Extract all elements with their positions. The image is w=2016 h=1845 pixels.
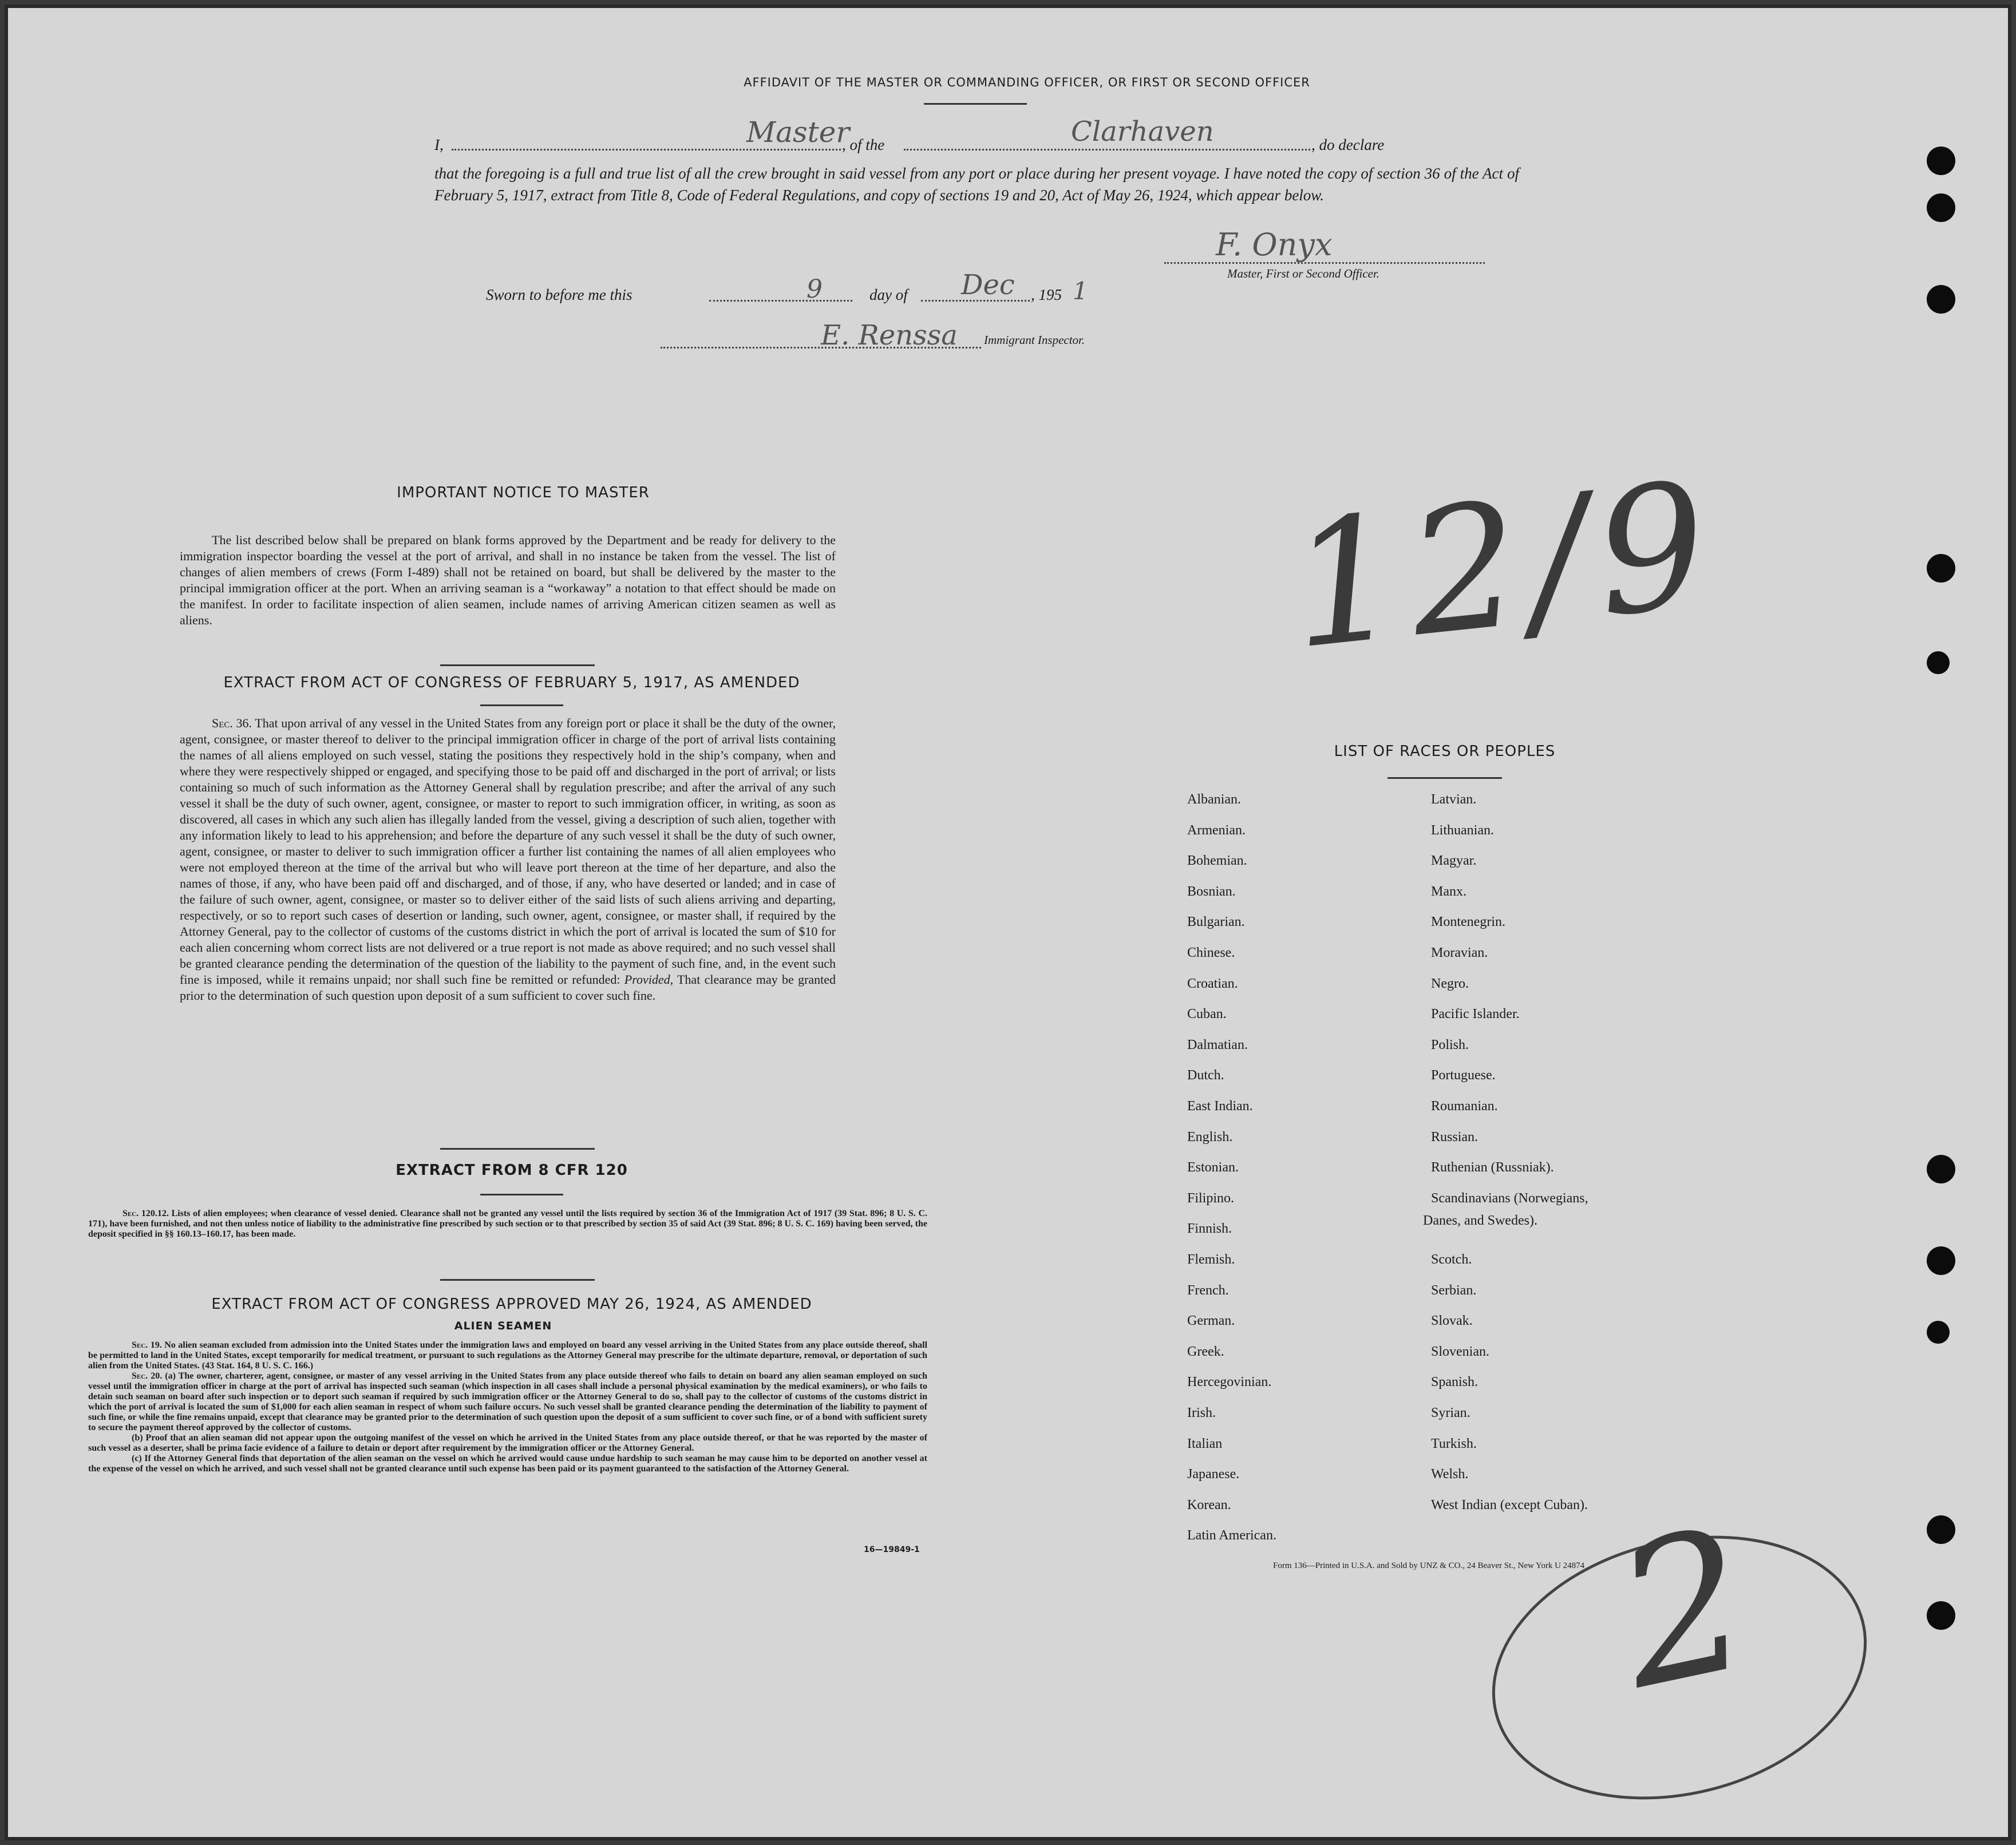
race-item: East Indian. xyxy=(1187,1099,1253,1114)
sec-36-text: That upon arrival of any vessel in the United States from any foreign port or place it shall be the duty of the owner, agent, consignee, or master thereof to deliver to the principal immigration officer in charge of the port of arrival lists containing the names of all aliens employed on such vessel, stating the positions they respectively hold in the ship’s company, when and where they were respectively shipped or engaged, and specifying those to be paid off and discharged in the port of arrival; or lists containing so much of such information as the Attorney General shall by regulation prescribe; and after the arrival of any such vessel it shall be the duty of such owner, agent, consignee, or master to report to such immigration officer, in writing, as soon as discovered, all cases in which any such alien has illegally landed from the vessel, giving a description of such alien, together with any information likely to lead to his apprehension; and before the departure of any such vessel it shall be the duty of such owner, agent, consignee, or master to deliver to such immigration officer a further list containing the names of all alien employees who were not employed thereon at the time of the arrival but who will leave port thereon at the time of her departure, and also the names of those, if any, who have been paid off and discharged, and of those, if any, who have deserted or landed; and in case of the failure of such owner, agent, consignee, or master so to deliver either of the said lists of such aliens arriving and departing, respectively, or so to report such cases of desertion or landing, such owner, agent, consignee, or master shall, if required by the Attorney General, pay to the collector of customs of the customs district in which the port of arrival is located the sum of $10 for each alien concerning whom correct lists are not delivered or a true report is not made as above required; and no such vessel shall be granted clearance pending the determination of the question of the liability to the payment of such fine, and, in the event such fine is imposed, while it remains unpaid; nor shall such fine be remitted or refunded: xyxy=(180,716,836,987)
title-rule xyxy=(924,103,1027,105)
race-item: Slovak. xyxy=(1431,1313,1473,1328)
sec-120-text: Lists of alien employees; when clearance of vessel denied. Clearance shall not be granted any vessel until the lists required by section 36 of the Immigration Act of 1917 (39 Stat. 896; 8 U. S. C. 171), have been furnished, and not then unless notice of liability to the administrative fine prescribed by such section or to that prescribed by section 35 of said Act (39 Stat. 896; 8 U. S. C. 169) having been served, the deposit specified in §§ 160.13–160.17, has been made. xyxy=(88,1209,928,1239)
race-item: Latin American. xyxy=(1187,1528,1276,1543)
of-the-text: , of the xyxy=(842,136,885,153)
rule-cfr-top xyxy=(440,1148,595,1150)
race-item: Ruthenian (Russniak). xyxy=(1431,1160,1554,1175)
rule-1917-bottom xyxy=(480,704,563,706)
affidavit-body: that the foregoing is a full and true list of all the crew brought in said vessel from any port or place during her present voyage. I have noted the copy of section 36 of the Act of February 5, 1917, extract from Title 8, Code of Federal Regulations, and copy of sections 19 and 20, Act of May 26, 1924, which appear below. xyxy=(434,165,1519,204)
race-item: Albanian. xyxy=(1187,792,1241,807)
form-code: 16—19849-1 xyxy=(864,1545,920,1554)
sworn-line xyxy=(486,269,1230,309)
race-item: Spanish. xyxy=(1431,1375,1479,1389)
race-item: Welsh. xyxy=(1431,1467,1469,1482)
race-item: Croatian. xyxy=(1187,976,1238,991)
scandinavians-continuation: Danes, and Swedes). xyxy=(1423,1213,1537,1228)
handwritten-signature: F. Onyx xyxy=(1216,227,1333,263)
race-item: Dalmatian. xyxy=(1187,1038,1248,1052)
day-of-text: day of xyxy=(869,286,908,303)
declarant-prefix: I, xyxy=(434,136,444,153)
race-item: French. xyxy=(1187,1283,1229,1298)
sec-20b-paragraph: (b) Proof that an alien seaman did not appear upon the outgoing manifest of the vessel on which he arrived in the United States from any place outside thereof, or that he was reported by the master of such vessel as a deserter, shall be prima facie evidence of a failure to detain or deport after requirement by the immigration officer or the Attorney General. xyxy=(88,1433,927,1453)
race-item: German. xyxy=(1187,1313,1235,1328)
sec-20a-paragraph xyxy=(88,1371,927,1433)
extract-1917-body xyxy=(180,715,836,1004)
race-item: Polish. xyxy=(1431,1038,1469,1052)
proviso-text: That clearance may be granted prior to the determination of such question upon deposit of a sum sufficient to cover such fine. xyxy=(180,972,836,1003)
race-item: Syrian. xyxy=(1431,1405,1471,1420)
cfr-title: EXTRACT FROM 8 CFR 120 xyxy=(396,1162,628,1179)
sec-20-label: Sec. 20. xyxy=(132,1371,163,1381)
race-item: Japanese. xyxy=(1187,1467,1240,1482)
race-item: Manx. xyxy=(1431,884,1466,899)
race-item: Negro. xyxy=(1431,976,1469,991)
document-page xyxy=(5,5,2011,1840)
binder-hole-2 xyxy=(1927,193,1955,222)
race-item: Lithuanian. xyxy=(1431,823,1494,838)
role-blank xyxy=(452,149,841,151)
binder-hole-8 xyxy=(1927,1321,1950,1344)
extract-1917-title: EXTRACT FROM ACT OF CONGRESS OF FEBRUARY 5, 1917, AS AMENDED xyxy=(223,674,800,691)
sec-120-label: Sec. 120.12. xyxy=(122,1209,169,1218)
race-item: Korean. xyxy=(1187,1498,1231,1513)
sec-20c-paragraph: (c) If the Attorney General finds that deportation of the alien seaman on the vessel on which he arrived would cause undue hardship to such seaman he may cause him to be deported on another vessel at the expense of the vessel on which he arrived, and such vessel shall not be granted clearance until such expense has been paid or its payment guaranteed to the satisfaction of the Attorney General. xyxy=(88,1454,927,1474)
handwritten-vessel: Clarhaven xyxy=(1071,116,1214,148)
handwritten-inspector: E. Renssa xyxy=(821,319,958,351)
race-item: Italian xyxy=(1187,1436,1223,1451)
race-item: Montenegrin. xyxy=(1431,914,1505,929)
handwritten-year: 1 xyxy=(1073,277,1088,305)
printer-footer: Form 136—Printed in U.S.A. and Sold by UNZ & CO., 24 Beaver St., New York U 24874 xyxy=(1273,1561,1585,1570)
notice-body: The list described below shall be prepared on blank forms approved by the Department and be ready for delivery to the immigration inspector boarding the vessel at the port of arrival, and shall in no instance be taken from the vessel. The list of changes of alien members of crews (Form I-489) shall not be retained on board, but shall be delivered by the master to the principal immigration officer at the port. When an arriving seaman is a “workaway” a notation to that effect should be made on the manifest. In order to facilitate inspection of alien seamen, include names of arriving American citizen seamen as well as aliens. xyxy=(180,533,836,627)
vessel-blank xyxy=(904,149,1310,151)
binder-hole-9 xyxy=(1927,1515,1955,1544)
races-title: LIST OF RACES OR PEOPLES xyxy=(1334,743,1556,760)
race-item: Bosnian. xyxy=(1187,884,1236,899)
binder-hole-4 xyxy=(1927,554,1955,583)
race-item: Russian. xyxy=(1431,1130,1479,1145)
alien-seamen-subtitle: ALIEN SEAMEN xyxy=(454,1320,552,1332)
sec-20a-text: (a) The owner, charterer, agent, consignee, or master of any vessel arriving in the United States from any place outside thereof who fails to detain on board any alien seaman employed on such vessel until the immigration officer in charge at the port of arrival has inspected such seaman (which inspection in all cases shall include a personal physical examination by the medical examiners), or who fails to detain such seaman on board after such inspection or to deport such seaman if required by such immigration officer or the Attorney General to do so, shall pay to the collector of customs of the customs district in which the port of arrival is located the sum of $1,000 for each alien seaman in respect of whom such failure occurs. No such vessel shall be granted clearance pending the determination of the liability to payment of such fine, or while the fine remains unpaid, except that clearance may be granted prior to the determination of such question upon the deposit of a sum sufficient to cover such fine, or of a bond with sufficient surety to secure the payment thereof approved by the collector of customs. xyxy=(88,1371,927,1432)
sworn-prefix: Sworn to before me this xyxy=(486,286,633,303)
race-item: Hercegovinian. xyxy=(1187,1375,1272,1389)
race-item: Portuguese. xyxy=(1431,1068,1496,1083)
sec-19-label: Sec. 19. xyxy=(132,1340,162,1350)
race-item: Scandinavians (Norwegians, xyxy=(1431,1191,1588,1206)
race-item: Irish. xyxy=(1187,1405,1216,1420)
race-item: West Indian (except Cuban). xyxy=(1431,1498,1588,1513)
handwritten-day: 9 xyxy=(807,275,823,304)
race-item: Magyar. xyxy=(1431,853,1477,868)
rule-cfr-bottom xyxy=(480,1194,563,1195)
race-item: Latvian. xyxy=(1431,792,1477,807)
race-item: Turkish. xyxy=(1431,1436,1477,1451)
sec-19-text: No alien seaman excluded from admission into the United States under the immigration laws and employed on board any vessel arriving in the United States from any place outside thereof, shall be permitted to land in the United States, except temporarily for medical treatment, or pursuant to such regulations as the Attorney General may prescribe for the ultimate departure, removal, or deportation of such alien from the United States. (43 Stat. 164, 8 U. S. C. 166.) xyxy=(88,1340,928,1371)
day-blank xyxy=(709,300,852,302)
race-item: Dutch. xyxy=(1187,1068,1224,1083)
race-item: Slovenian. xyxy=(1431,1344,1489,1359)
race-item: Flemish. xyxy=(1187,1252,1235,1267)
race-item: Greek. xyxy=(1187,1344,1224,1359)
race-item: Serbian. xyxy=(1431,1283,1477,1298)
signature-caption: Master, First or Second Officer. xyxy=(1227,267,1379,280)
extract-1924-title: EXTRACT FROM ACT OF CONGRESS APPROVED MAY 26, 1924, AS AMENDED xyxy=(211,1296,812,1313)
year-prefix: , 195 xyxy=(1031,286,1062,303)
affidavit-declaration-line xyxy=(434,116,1528,157)
binder-hole-5 xyxy=(1927,651,1950,674)
sec-36-label: Sec. 36. xyxy=(212,716,252,730)
race-item: Estonian. xyxy=(1187,1160,1239,1175)
binder-hole-10 xyxy=(1927,1601,1955,1630)
inspector-caption: Immigrant Inspector. xyxy=(984,333,1085,347)
race-item: Finnish. xyxy=(1187,1221,1232,1236)
handwritten-number: 2 xyxy=(1600,1485,1769,1733)
race-item: Roumanian. xyxy=(1431,1099,1498,1114)
race-item: Moravian. xyxy=(1431,945,1488,960)
race-item: Filipino. xyxy=(1187,1191,1235,1206)
handwritten-role: Master xyxy=(746,116,850,149)
race-item: English. xyxy=(1187,1130,1233,1145)
extract-1924-body xyxy=(88,1340,927,1474)
sec-19-paragraph xyxy=(88,1340,927,1371)
affidavit-title: AFFIDAVIT OF THE MASTER OR COMMANDING OFFICER, OR FIRST OR SECOND OFFICER xyxy=(744,76,1310,89)
notice-title: IMPORTANT NOTICE TO MASTER xyxy=(397,484,650,501)
binder-hole-7 xyxy=(1927,1246,1955,1275)
race-item: Bohemian. xyxy=(1187,853,1247,868)
race-item: Armenian. xyxy=(1187,823,1246,838)
proviso-label: Provided, xyxy=(624,972,674,987)
declare-text: , do declare xyxy=(1311,136,1385,153)
rule-1924-top xyxy=(440,1279,595,1281)
handwritten-date: 12/9 xyxy=(1280,444,1726,688)
rule-1917-top xyxy=(440,664,595,666)
cfr-body xyxy=(88,1209,927,1240)
race-item: Pacific Islander. xyxy=(1431,1007,1520,1022)
binder-hole-1 xyxy=(1927,147,1955,175)
binder-hole-3 xyxy=(1927,285,1955,314)
races-rule xyxy=(1388,777,1502,779)
race-item: Cuban. xyxy=(1187,1007,1227,1022)
race-item: Chinese. xyxy=(1187,945,1235,960)
race-item: Scotch. xyxy=(1431,1252,1472,1267)
race-item: Bulgarian. xyxy=(1187,914,1245,929)
handwritten-month: Dec xyxy=(961,269,1015,301)
binder-hole-6 xyxy=(1927,1155,1955,1183)
